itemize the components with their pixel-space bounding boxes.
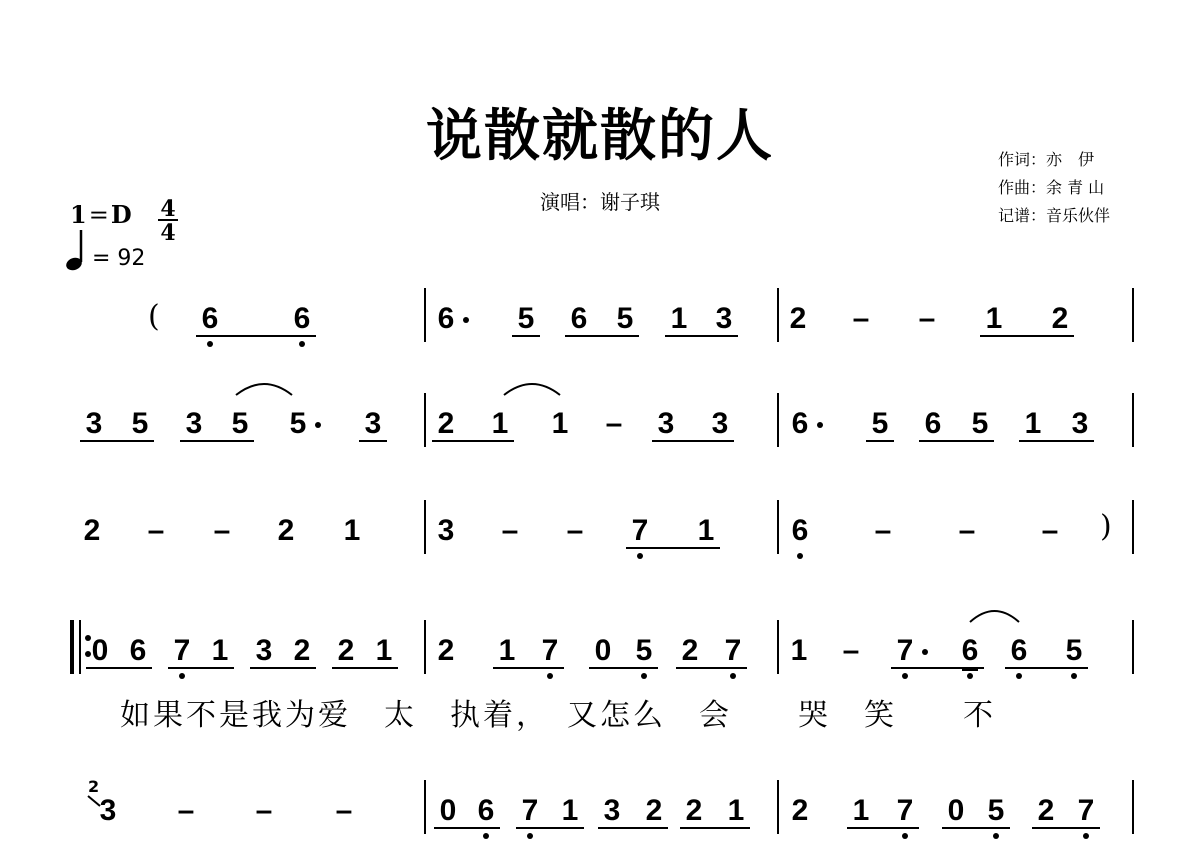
key-label: D <box>110 200 132 229</box>
dash-note: – <box>255 794 273 827</box>
low-octave-dot <box>179 673 185 679</box>
low-octave-dot <box>1083 833 1089 839</box>
note-3: 3 <box>711 407 729 440</box>
note-1: 1 <box>790 634 808 667</box>
low-octave-dot <box>1016 673 1022 679</box>
note-6: 6 <box>570 302 588 335</box>
dash-note: – <box>605 407 623 440</box>
note-2: 2 <box>277 514 295 547</box>
note-0: 0 <box>947 794 965 827</box>
dash-note: – <box>958 514 976 547</box>
close-paren: ) <box>1100 509 1112 544</box>
dash-note: – <box>213 514 231 547</box>
low-octave-dot <box>641 673 647 679</box>
tempo-marking: = 92 <box>92 246 146 271</box>
note-5: 5 <box>231 407 249 440</box>
note-2: 2 <box>645 794 663 827</box>
note-2: 2 <box>83 514 101 547</box>
note-7: 7 <box>631 514 649 547</box>
dash-note: – <box>918 302 936 335</box>
song-title: 说散就散的人 <box>426 103 774 169</box>
key-tonic: 1 <box>70 200 87 229</box>
note-6: 6 <box>437 302 455 335</box>
low-octave-dot <box>299 341 305 347</box>
note-2: 2 <box>681 634 699 667</box>
note-7: 7 <box>541 634 559 667</box>
aug-dot <box>817 422 823 428</box>
note-0: 0 <box>439 794 457 827</box>
aug-dot <box>463 317 469 323</box>
note-3: 3 <box>85 407 103 440</box>
low-octave-dot <box>527 833 533 839</box>
note-6: 6 <box>129 634 147 667</box>
note-2: 2 <box>789 302 807 335</box>
note-2: 2 <box>1051 302 1069 335</box>
note-5: 5 <box>971 407 989 440</box>
singer-credit: 演唱：谢子琪 <box>540 190 660 214</box>
dash-note: – <box>566 514 584 547</box>
low-octave-dot <box>637 553 643 559</box>
note-1: 1 <box>697 514 715 547</box>
low-octave-dot <box>1071 673 1077 679</box>
time-sig-beats: 4 <box>160 196 176 222</box>
note-5: 5 <box>289 407 307 440</box>
note-7: 7 <box>896 634 914 667</box>
note-3: 3 <box>185 407 203 440</box>
notation-credit: 记谱：音乐伙伴 <box>998 206 1111 225</box>
low-octave-dot <box>993 833 999 839</box>
note-6: 6 <box>477 794 495 827</box>
note-3: 3 <box>715 302 733 335</box>
low-octave-dot <box>902 673 908 679</box>
note-5: 5 <box>517 302 535 335</box>
repeat-dot <box>85 635 91 641</box>
note-1: 1 <box>375 634 393 667</box>
note-1: 1 <box>1024 407 1042 440</box>
note-6: 6 <box>791 407 809 440</box>
note-5: 5 <box>987 794 1005 827</box>
time-sig-unit: 4 <box>160 220 176 244</box>
volta-mark: 2 <box>88 777 100 796</box>
low-octave-dot <box>483 833 489 839</box>
note-2: 2 <box>337 634 355 667</box>
note-1: 1 <box>561 794 579 827</box>
note-3: 3 <box>657 407 675 440</box>
note-7: 7 <box>896 794 914 827</box>
dash-note: – <box>842 634 860 667</box>
note-1: 1 <box>491 407 509 440</box>
note-3: 3 <box>99 794 117 827</box>
dash-note: – <box>852 302 870 335</box>
low-octave-dot <box>547 673 553 679</box>
low-octave-dot <box>207 341 213 347</box>
note-7: 7 <box>173 634 191 667</box>
tie-arc <box>236 384 292 395</box>
note-6: 6 <box>924 407 942 440</box>
aug-dot <box>315 422 321 428</box>
note-1: 1 <box>551 407 569 440</box>
note-3: 3 <box>603 794 621 827</box>
note-6: 6 <box>293 302 311 335</box>
note-3: 3 <box>255 634 273 667</box>
low-octave-dot <box>730 673 736 679</box>
low-octave-dot <box>902 833 908 839</box>
note-1: 1 <box>670 302 688 335</box>
note-2: 2 <box>1037 794 1055 827</box>
note-0: 0 <box>594 634 612 667</box>
dash-note: – <box>335 794 353 827</box>
note-6: 6 <box>961 634 979 667</box>
dash-note: – <box>147 514 165 547</box>
note-3: 3 <box>364 407 382 440</box>
dash-note: – <box>1041 514 1059 547</box>
note-1: 1 <box>343 514 361 547</box>
lyricist-credit: 作词：亦 伊 <box>998 150 1095 169</box>
note-6: 6 <box>201 302 219 335</box>
note-1: 1 <box>852 794 870 827</box>
note-3: 3 <box>1071 407 1089 440</box>
note-5: 5 <box>871 407 889 440</box>
note-0: 0 <box>91 634 109 667</box>
note-5: 5 <box>616 302 634 335</box>
dash-note: – <box>874 514 892 547</box>
note-2: 2 <box>293 634 311 667</box>
low-octave-dot <box>967 673 973 679</box>
dash-note: – <box>501 514 519 547</box>
note-2: 2 <box>791 794 809 827</box>
note-6: 6 <box>791 514 809 547</box>
note-1: 1 <box>211 634 229 667</box>
composer-credit: 作曲：余 青 山 <box>998 178 1105 197</box>
note-1: 1 <box>985 302 1003 335</box>
note-1: 1 <box>727 794 745 827</box>
key-signature: 1=D <box>70 200 132 229</box>
note-7: 7 <box>521 794 539 827</box>
tie-arc <box>504 384 560 395</box>
note-5: 5 <box>1065 634 1083 667</box>
note-2: 2 <box>685 794 703 827</box>
aug-dot <box>922 649 928 655</box>
lyrics-line: 如果不是我为爱 太 执着， 又怎么 会 哭 笑 不 <box>120 698 996 733</box>
note-3: 3 <box>437 514 455 547</box>
note-1: 1 <box>498 634 516 667</box>
low-octave-dot <box>797 553 803 559</box>
note-5: 5 <box>635 634 653 667</box>
tie-arc <box>970 611 1019 622</box>
note-5: 5 <box>131 407 149 440</box>
note-2: 2 <box>437 634 455 667</box>
note-6: 6 <box>1010 634 1028 667</box>
repeat-dot <box>85 651 91 657</box>
dash-note: – <box>177 794 195 827</box>
volta-hook <box>88 796 100 806</box>
note-2: 2 <box>437 407 455 440</box>
note-7: 7 <box>724 634 742 667</box>
note-7: 7 <box>1077 794 1095 827</box>
open-paren: ( <box>148 299 160 334</box>
